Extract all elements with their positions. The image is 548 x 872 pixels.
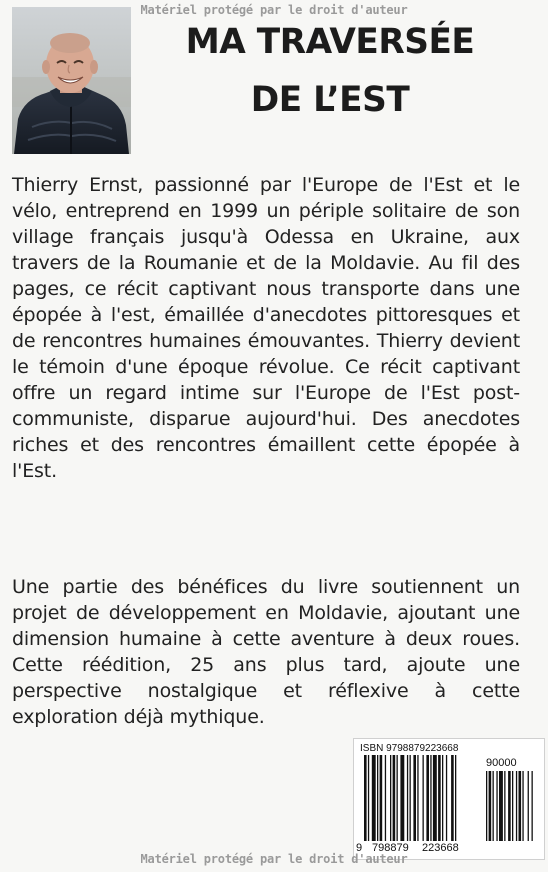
barcode-digits-right: 223668 — [422, 842, 459, 854]
isbn-barcode — [353, 738, 545, 860]
book-title-line-1: MA TRAVERSÉE — [185, 22, 475, 62]
book-title-line-2: DE L’EST — [250, 80, 410, 120]
copyright-watermark-top: Matériel protégé par le droit d'auteur — [140, 3, 408, 17]
price-code: 90000 — [486, 757, 517, 769]
isbn-label: ISBN 9798879223668 — [360, 743, 459, 754]
barcode-digits-left: 798879 — [372, 842, 409, 854]
author-portrait-image — [12, 7, 131, 154]
summary-paragraph: Thierry Ernst, passionné par l'Europe de l'Est et le vélo, entreprend en 1999 un périple solitaire de son village français jusqu'à Odessa en Ukraine, aux travers de la Roumanie et de la Moldavie. Au fil des pages, ce récit captivant nous transporte dans une épopée à l'est, émaillée d'anecdotes pittoresques et de rencontres humaines émouvantes. Thierry devient le témoin d'une époque révolue. Ce récit captivant offre un regard intime sur l'Europe de l'Est post-communiste, disparue aujourd'hui. Des anecdotes riches et des rencontres émaillent cette épopée à l'Est. — [12, 174, 520, 482]
author-photo — [12, 7, 131, 154]
benefits-paragraph: Une partie des bénéfices du livre soutiennent un projet de développement en Moldavie, ajoutant une dimension humaine à cette aventure à deux roues. Cette réédition, 25 ans plus tard, ajoute une perspective nostalgique et réflexive à cette exploration déjà mythique. — [12, 576, 520, 728]
copyright-watermark-bottom: Matériel protégé par le droit d'auteur — [140, 852, 408, 866]
barcode-digit-first: 9 — [356, 842, 363, 854]
